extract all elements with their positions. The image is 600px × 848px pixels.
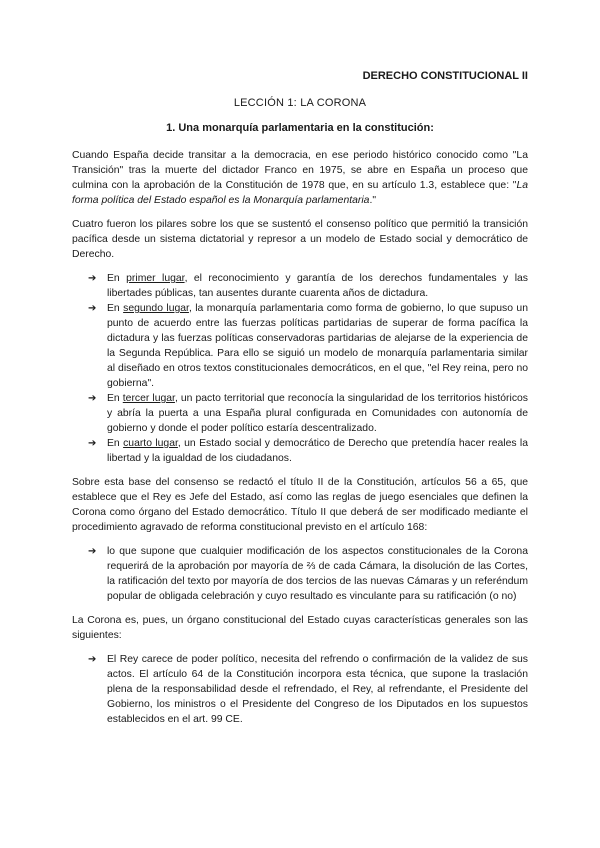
arrow-icon: ➔ — [88, 438, 97, 449]
arrow-icon: ➔ — [88, 303, 97, 314]
list-item: ➔ lo que supone que cualquier modificación de los aspectos constitucionales de la Corona requerirá de la aprobación por mayoría de ⅔ de cada Cámara, la disolución de las Cortes, la ratificación del texto por mayoría de dos tercios de las nuevas Cámaras y un referéndum popular de obligada celebración y cuyo resultado es vinculante para su ratificación (o no) — [88, 546, 528, 602]
intro-close: ." — [369, 195, 377, 206]
section-heading: 1. Una monarquía parlamentaria en la constitución: — [166, 122, 434, 134]
underlined-term: cuarto lugar — [123, 438, 178, 449]
constitution-quote: La forma política del Estado español es la Monarquía parlamentaria — [72, 180, 528, 206]
lesson-title: LECCIÓN 1: LA CORONA — [233, 97, 367, 109]
characteristics-list — [72, 652, 528, 727]
list-item: ➔ En segundo lugar, la monarquía parlamentaria como forma de gobierno, lo que supuso un punto de acuerdo entre las fuerzas políticas partidarias de superar de forma pacífica la dictadura y las fuerzas políticas conservadoras partidarias de alejarse de la experiencia de la Segunda República. Para ello se siguió un modelo de monarquía parlamentaria similar al diseñado en otros textos constitucionales democráticos, en el que, "el Rey reina, pero no gobierna". — [88, 303, 528, 389]
arrow-icon: ➔ — [88, 654, 97, 665]
arrow-icon: ➔ — [88, 273, 97, 284]
pillars-list — [72, 271, 528, 466]
intro-text: Cuando España decide transitar a la democracia, en ese periodo histórico conocido como "La Transición" tras la muerte del dictador Franco en 1975, se abre en España un proceso que culmina con la aprobación de la Constitución de 1978 que, en su artículo 1.3, establece que: " — [72, 150, 528, 191]
underlined-term: primer lugar — [126, 273, 185, 284]
reform-list — [72, 544, 528, 604]
list-item: ➔ El Rey carece de poder político, necesita del refrendo o confirmación de la validez de sus actos. El artículo 64 de la Constitución incorpora esta técnica, que supone la traslación plena de la responsabilidad desde el refrendado, el Rey, al refrendante, el Presidente del Gobierno, los ministros o el Presidente del Congreso de los Diputados en los supuestos establecidos en el art. 99 CE. — [88, 654, 528, 725]
document-body — [72, 148, 528, 736]
characteristics-intro-paragraph: La Corona es, pues, un órgano constitucional del Estado cuyas características generales son las siguientes: — [72, 615, 528, 641]
arrow-icon: ➔ — [88, 393, 97, 404]
list-item: ➔ En tercer lugar, un pacto territorial que reconocía la singularidad de los territorios históricos y abría la puerta a una España plural configurada en Comunidades con autonomía de gobierno y donde el poder político estaría descentralizado. — [88, 393, 528, 434]
consensus-paragraph: Sobre esta base del consenso se redactó el título II de la Constitución, artículos 56 a 65, que establece que el Rey es Jefe del Estado, así como las reglas de juego esenciales que definen la Corona como órgano del Estado democrático. Título II que deberá de ser modificado mediante el procedimiento agravado de reforma constitucional previsto en el artículo 168: — [72, 477, 528, 533]
arrow-icon: ➔ — [88, 546, 97, 557]
intro-paragraph — [72, 148, 528, 208]
list-item: ➔ En cuarto lugar, un Estado social y democrático de Derecho que pretendía hacer reales la libertad y la igualdad de los ciudadanos. — [88, 438, 529, 464]
list-item: ➔ En primer lugar, el reconocimiento y garantía de los derechos fundamentales y las libertades públicas, tan ausentes durante cuarenta años de dictadura. — [88, 273, 528, 299]
underlined-term: segundo lugar — [123, 303, 189, 314]
underlined-term: tercer lugar — [122, 393, 175, 404]
course-title: DERECHO CONSTITUCIONAL II — [362, 70, 528, 82]
pillars-intro-paragraph: Cuatro fueron los pilares sobre los que se sustentó el consenso político que permitió la transición pacífica desde un sistema dictatorial y represor a un modelo de Estado social y democrático de Derecho. — [72, 219, 528, 260]
